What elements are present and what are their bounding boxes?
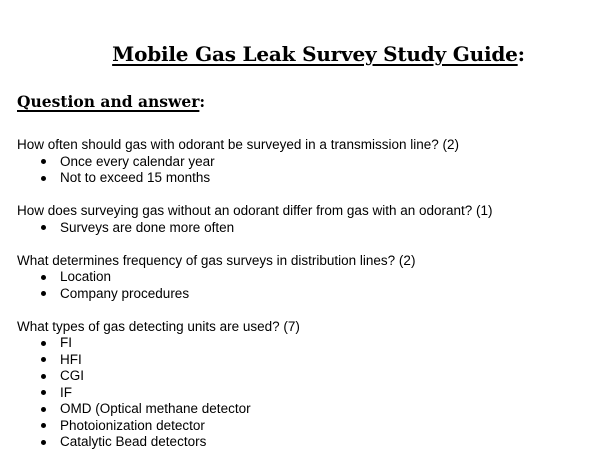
answer-text: OMD (Optical methane detector [60,401,251,416]
answer-text: Catalytic Bead detectors [60,434,207,449]
page-title-colon: : [517,42,525,66]
answer-item [17,368,586,385]
answer-list [17,269,586,302]
qa-block-2 [17,203,586,236]
answer-text: IF [60,384,72,400]
answer-item [17,335,586,352]
answer-item [17,434,586,451]
bullet-icon [41,341,46,346]
answer-item [17,352,586,369]
bullet-icon [41,275,46,280]
question-text: How does surveying gas without an odorant differ from gas with an odorant? (1) [17,203,493,218]
answer-list [17,220,586,237]
question-text: How often should gas with odorant be surveyed in a transmission line? (2) [17,137,459,152]
answer-item [17,269,586,286]
answer-text: Company procedures [60,285,190,301]
bullet-icon [41,440,46,445]
answer-list [17,154,586,187]
answer-item [17,401,586,418]
bullet-icon [41,159,46,164]
answer-text: HFI [60,351,82,367]
question-text: What types of gas detecting units are used? (7) [17,318,300,334]
answer-item [17,385,586,402]
answer-item [17,170,586,187]
answer-text: Location [60,269,112,284]
answer-text: CGI [60,368,85,383]
answer-text: Not to exceed 15 months [60,170,211,185]
answer-item [17,286,586,303]
qa-block-1 [17,137,586,187]
bullet-icon [41,225,46,230]
qa-block-4 [17,319,586,451]
section-heading-colon: : [199,92,206,111]
page-title [17,42,586,66]
answer-item [17,418,586,435]
bullet-icon [41,176,46,181]
bullet-icon [41,291,46,296]
answer-list [17,335,586,451]
answer-text: Photoionization detector [60,417,205,433]
bullet-icon [41,423,46,428]
answer-item [17,220,586,237]
answer-item [17,154,586,171]
answer-text: FI [60,335,72,350]
question-text: What determines frequency of gas surveys in distribution lines? (2) [17,252,416,268]
page-title-text: Mobile Gas Leak Survey Study Guide [112,42,518,66]
bullet-icon [41,390,46,395]
bullet-icon [41,357,46,362]
bullet-icon [41,374,46,379]
section-heading-text: Question and answer [17,92,200,111]
answer-text: Surveys are done more often [60,219,235,235]
answer-text: Once every calendar year [60,153,215,169]
bullet-icon [41,407,46,412]
section-heading [17,92,586,112]
qa-block-3 [17,253,586,303]
